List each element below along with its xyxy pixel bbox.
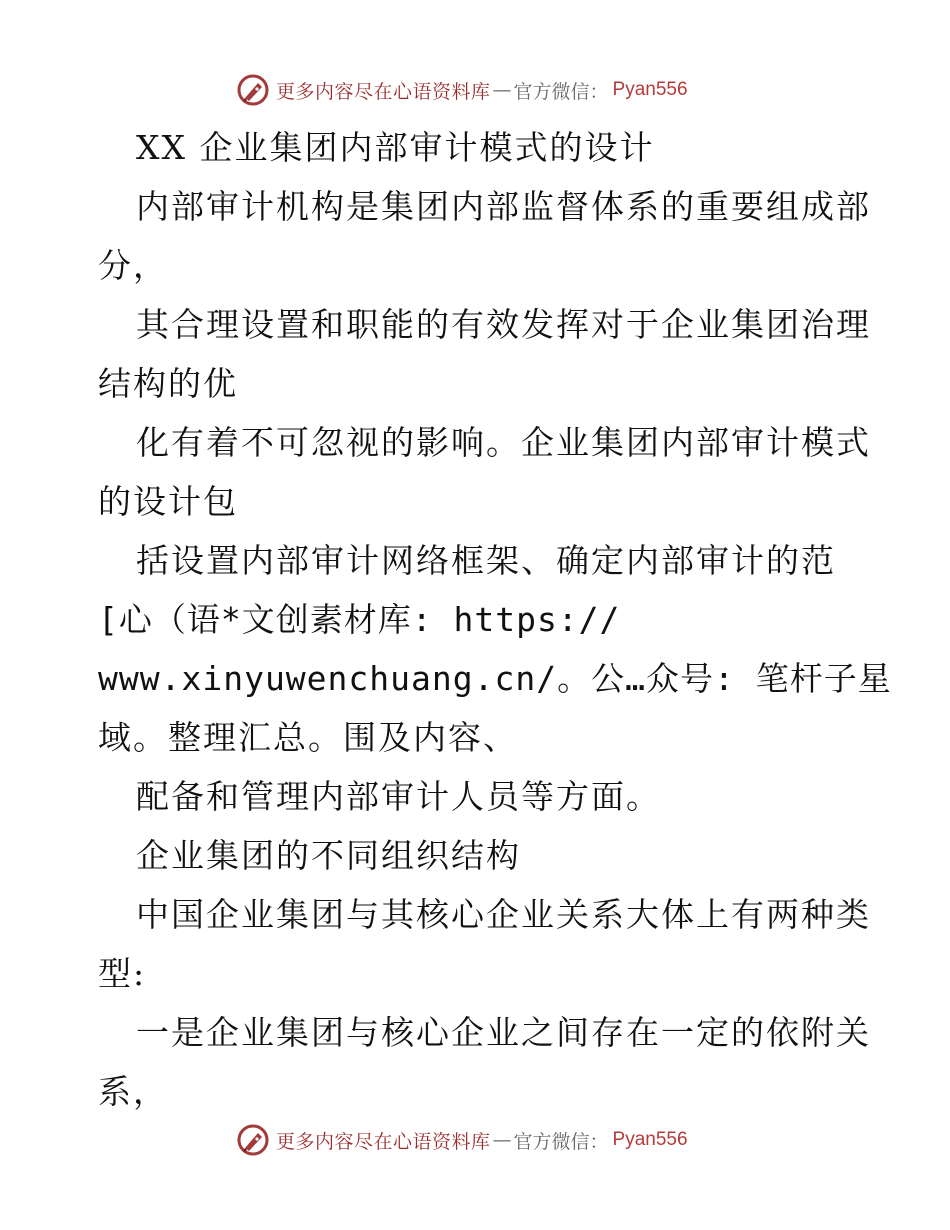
banner-text: 更多内容尽在心语资料库: [276, 80, 491, 103]
paragraph-line: 的设计包: [98, 482, 238, 521]
banner-wechat-id: Pyan556: [612, 1129, 688, 1150]
paragraph-line: 内部审计机构是集团内部监督体系的重要组成部: [136, 187, 871, 226]
document-title: XX 企业集团内部审计模式的设计: [136, 128, 655, 167]
banner-separator: —: [492, 1129, 512, 1151]
header-watermark-banner: [236, 72, 688, 108]
paragraph-line: 化有着不可忽视的影响。企业集团内部审计模式: [136, 423, 871, 462]
paragraph-line: www.xinyuwenchuang.cn/。公…众号: 笔杆子星: [98, 659, 892, 698]
paragraph-line: 配备和管理内部审计人员等方面。: [136, 777, 661, 816]
paragraph-line: 系，: [98, 1072, 168, 1111]
paragraph-line: 结构的优: [98, 364, 238, 403]
banner-separator: —: [492, 79, 512, 101]
banner-wechat-id: Pyan556: [612, 79, 688, 100]
paragraph-line: 分，: [98, 246, 168, 285]
banner-text: 更多内容尽在心语资料库: [276, 1130, 491, 1153]
document-body: [98, 118, 892, 1121]
paragraph-line: 型:: [98, 954, 147, 993]
section-heading: 企业集团的不同组织结构: [136, 836, 521, 875]
pen-logo-icon: [236, 73, 270, 107]
footer-watermark-banner: [236, 1122, 688, 1158]
banner-wechat-label: 官方微信：: [513, 1130, 609, 1153]
paragraph-line: 其合理设置和职能的有效发挥对于企业集团治理: [136, 305, 871, 344]
paragraph-line: [心（语*文创素材库: https://: [98, 600, 621, 639]
paragraph-line: 域。整理汇总。围及内容、: [98, 718, 518, 757]
banner-wechat-label: 官方微信：: [513, 80, 609, 103]
paragraph-line: 括设置内部审计网络框架、确定内部审计的范: [136, 541, 836, 580]
paragraph-line: 一是企业集团与核心企业之间存在一定的依附关: [136, 1013, 871, 1052]
paragraph-line: 中国企业集团与其核心企业关系大体上有两种类: [136, 895, 871, 934]
pen-logo-icon: [236, 1123, 270, 1157]
